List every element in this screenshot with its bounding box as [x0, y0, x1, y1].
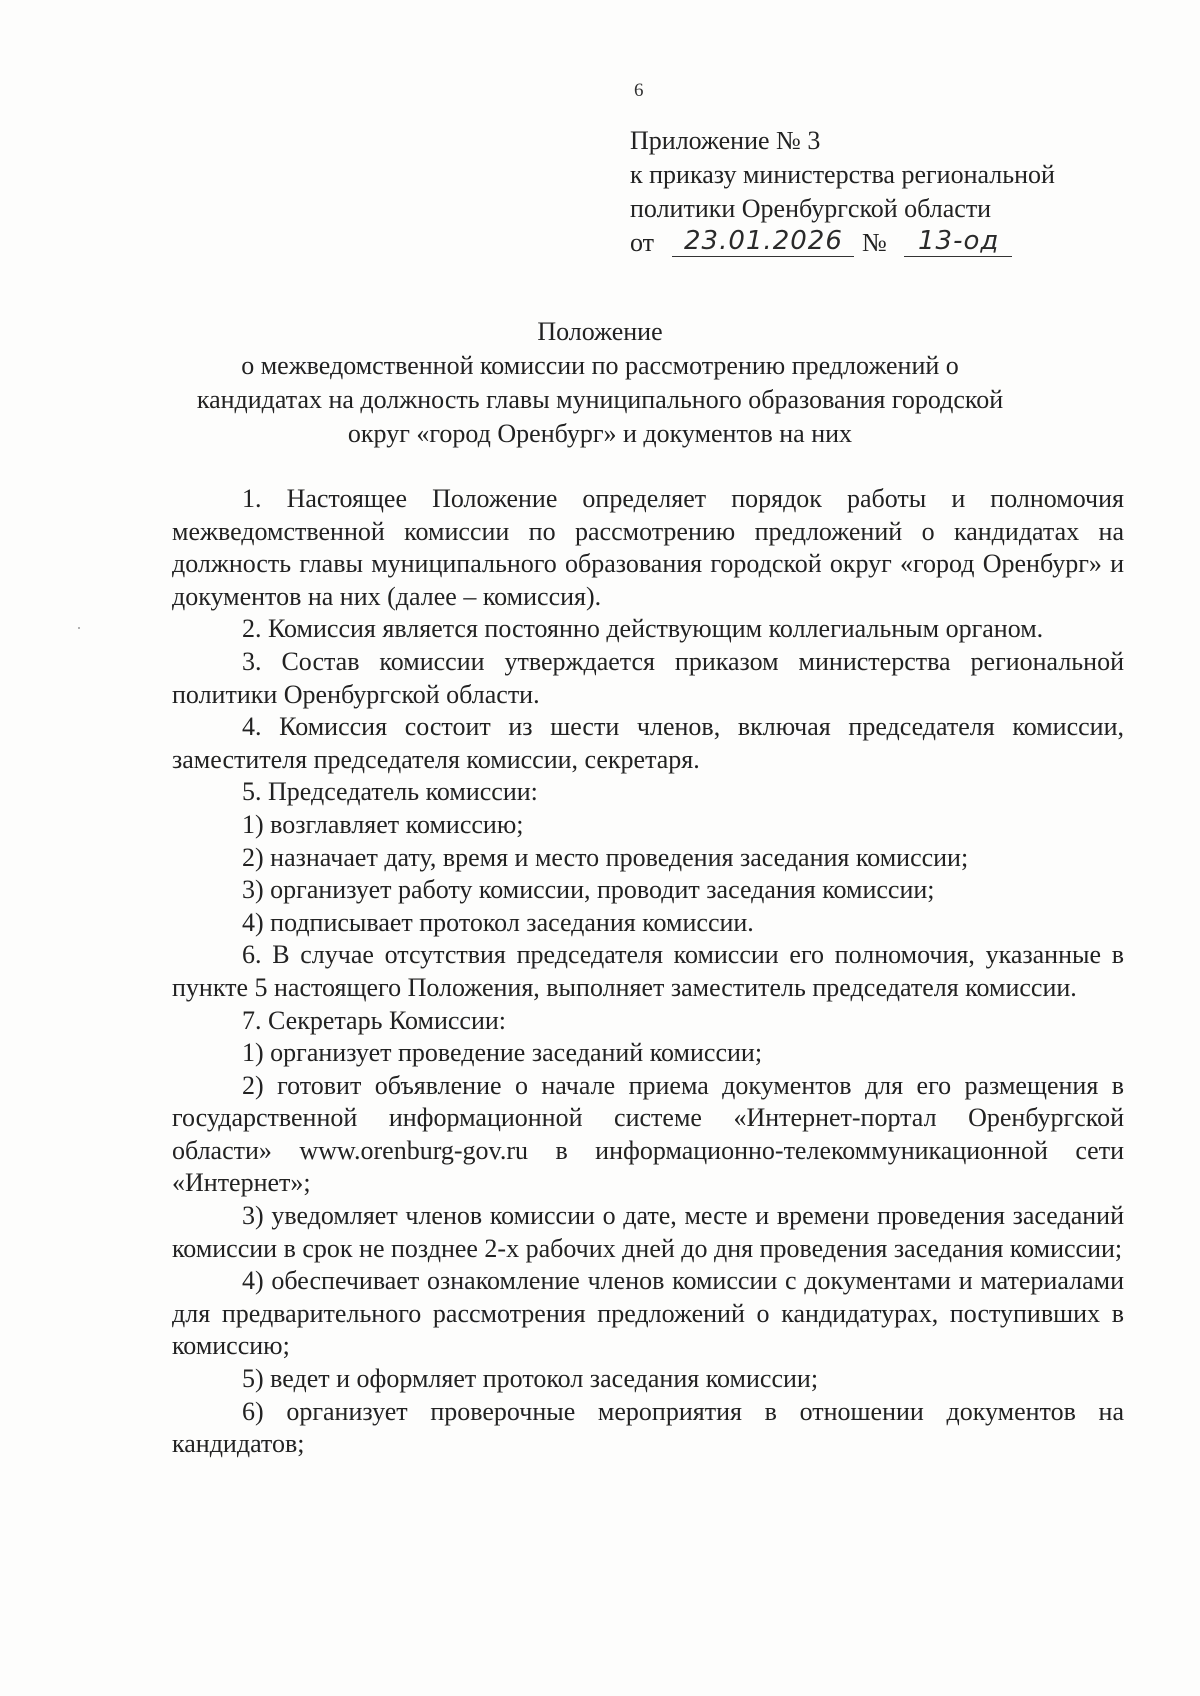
title-heading: Положение	[537, 317, 663, 346]
list-item: 1) организует проведение заседаний комиссии;	[242, 1038, 763, 1068]
list-item: 1) возглавляет комиссию;	[242, 809, 524, 839]
appendix-date-line	[630, 226, 1055, 260]
title-line-2: кандидатах на должность главы муниципального образования городской	[196, 385, 1004, 414]
list-item: 4) подписывает протокол заседания комиссии.	[242, 907, 754, 937]
appendix-ministry: политики Оренбургской области	[630, 194, 992, 223]
paragraph: 5. Председатель комиссии:	[242, 777, 538, 807]
list-item: 2) назначает дату, время и место проведения заседания комиссии;	[242, 842, 969, 872]
appendix-title: Приложение № 3	[630, 126, 821, 155]
list-item: 3) уведомляет членов комиссии о дате, месте и времени проведения заседаний комиссии в срок не позднее 2-х рабочих дней до дня проведения заседания комиссии;	[172, 1201, 1124, 1263]
date-field	[672, 226, 854, 257]
number-field	[904, 226, 1012, 257]
list-item: 6) организует проверочные мероприятия в отношении документов на кандидатов;	[172, 1396, 1124, 1459]
scan-speck	[78, 627, 80, 629]
document-title	[150, 315, 1050, 451]
list-item: 5) ведет и оформляет протокол заседания комиссии;	[242, 1364, 819, 1394]
number-label: №	[862, 228, 887, 257]
date-prefix: от	[630, 228, 655, 257]
handwritten-date: 23.01.2026	[684, 226, 843, 256]
list-item: 2) готовит объявление о начале приема документов для его размещения в государственной информационной системе «Интернет-портал Оренбургской области» www.orenburg-gov.ru в информационно-телекоммуникационной сети «Интернет»;	[172, 1070, 1124, 1198]
paragraph: 7. Секретарь Комиссии:	[242, 1005, 506, 1035]
paragraph: 1. Настоящее Положение определяет порядок работы и полномочия межведомственной комиссии по рассмотрению предложений о кандидатах на должность главы муниципального образования городской округ «город Оренбург» и документов на них (далее – комиссия).	[172, 484, 1124, 611]
paragraph: 3. Состав комиссии утверждается приказом министерства региональной политики Оренбургской области.	[172, 646, 1124, 709]
paragraph: 4. Комиссия состоит из шести членов, включая председателя комиссии, заместителя председателя комиссии, секретаря.	[172, 712, 1124, 774]
document-body	[172, 483, 1124, 1461]
list-item: 4) обеспечивает ознакомление членов комиссии с документами и материалами для предварительного рассмотрения предложений о кандидатурах, поступивших в комиссию;	[172, 1266, 1124, 1361]
paragraph: 6. В случае отсутствия председателя комиссии его полномочия, указанные в пункте 5 настоящего Положения, выполняет заместитель председателя комиссии.	[172, 940, 1124, 1002]
list-item: 3) организует работу комиссии, проводит заседания комиссии;	[242, 875, 935, 905]
handwritten-number: 13-од	[918, 226, 1000, 256]
appendix-header	[630, 124, 1055, 260]
page-number: 6	[634, 80, 644, 101]
title-line-1: о межведомственной комиссии по рассмотрению предложений о	[241, 351, 959, 380]
title-line-3: округ «город Оренбург» и документов на них	[347, 419, 853, 448]
paragraph: 2. Комиссия является постоянно действующим коллегиальным органом.	[242, 614, 1044, 644]
appendix-order-ref: к приказу министерства региональной	[630, 160, 1055, 189]
